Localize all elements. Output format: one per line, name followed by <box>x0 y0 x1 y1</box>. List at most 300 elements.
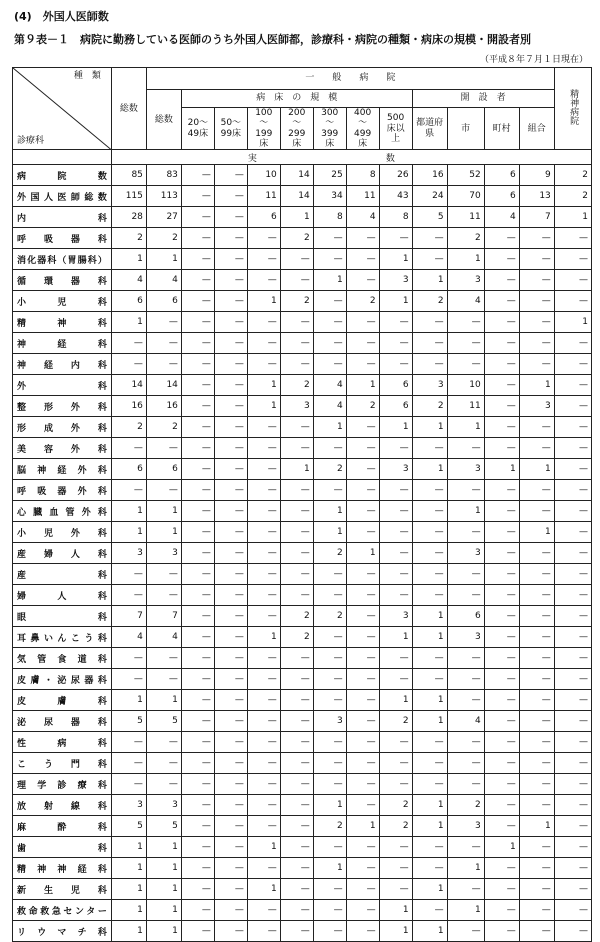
table-cell: — <box>412 354 447 375</box>
table-cell: 5 <box>146 711 181 732</box>
table-row <box>13 522 592 543</box>
table-cell: — <box>346 480 379 501</box>
table-cell: 1 <box>412 270 447 291</box>
table-cell: 1 <box>554 207 591 228</box>
table-cell: 2 <box>346 291 379 312</box>
table-cell: — <box>181 648 214 669</box>
table-row <box>13 354 592 375</box>
table-cell: — <box>554 879 591 900</box>
table-cell: — <box>412 732 447 753</box>
table-cell: — <box>554 627 591 648</box>
table-cell: — <box>247 711 280 732</box>
table-cell: 3 <box>313 711 346 732</box>
table-cell: — <box>214 921 247 942</box>
table-cell: 2 <box>280 606 313 627</box>
table-cell: — <box>247 795 280 816</box>
table-cell: — <box>554 522 591 543</box>
table-cell: — <box>346 270 379 291</box>
table-cell: — <box>214 165 247 186</box>
table-cell: — <box>111 585 146 606</box>
table-row <box>13 375 592 396</box>
table-cell: — <box>247 669 280 690</box>
row-label: リウマチ科 <box>13 921 112 942</box>
table-body <box>13 165 592 942</box>
table-cell: — <box>214 606 247 627</box>
table-cell: 2 <box>379 795 412 816</box>
table-cell: 4 <box>111 627 146 648</box>
table-cell: 1 <box>519 375 554 396</box>
table-cell: — <box>181 711 214 732</box>
table-cell: — <box>313 879 346 900</box>
table-cell: — <box>313 921 346 942</box>
table-cell: — <box>484 900 519 921</box>
table-cell: — <box>519 228 554 249</box>
table-cell: 1 <box>412 627 447 648</box>
table-cell: — <box>181 543 214 564</box>
table-cell: 1 <box>379 627 412 648</box>
table-cell: — <box>554 711 591 732</box>
row-label: 性病科 <box>13 732 112 753</box>
table-cell: — <box>554 438 591 459</box>
table-cell: — <box>519 270 554 291</box>
header-total: 総数 <box>111 68 146 150</box>
row-label: 救命救急センター <box>13 900 112 921</box>
header-general-hospital: 一 般 病 院 <box>146 68 554 90</box>
table-row <box>13 900 592 921</box>
row-label: 耳鼻いんこう科 <box>13 627 112 648</box>
table-cell: 3 <box>447 543 484 564</box>
table-cell: — <box>379 669 412 690</box>
table-cell: — <box>214 438 247 459</box>
table-cell: — <box>484 333 519 354</box>
row-label: 小児科 <box>13 291 112 312</box>
table-cell: 2 <box>146 417 181 438</box>
table-cell: — <box>346 690 379 711</box>
table-row <box>13 690 592 711</box>
table-cell: — <box>280 417 313 438</box>
table-cell: — <box>181 732 214 753</box>
table-cell: — <box>214 522 247 543</box>
table-cell: 1 <box>313 858 346 879</box>
table-row <box>13 543 592 564</box>
table-cell: 1 <box>111 312 146 333</box>
table-cell: — <box>280 312 313 333</box>
table-cell: — <box>346 774 379 795</box>
table-cell: — <box>146 753 181 774</box>
table-cell: 3 <box>379 270 412 291</box>
table-cell: — <box>554 774 591 795</box>
table-cell: — <box>554 333 591 354</box>
table-cell: 4 <box>447 711 484 732</box>
table-cell: 1 <box>111 858 146 879</box>
row-label: 脳神経外科 <box>13 459 112 480</box>
section-title: (4) 外国人医師数 <box>14 10 109 23</box>
table-cell: — <box>247 753 280 774</box>
header-founder-prefecture: 都道府県 <box>412 108 447 150</box>
table-row <box>13 480 592 501</box>
table-cell: 2 <box>554 186 591 207</box>
table-cell: — <box>346 438 379 459</box>
table-cell: — <box>280 522 313 543</box>
table-cell: — <box>181 165 214 186</box>
table-cell: — <box>247 648 280 669</box>
table-cell: 6 <box>146 459 181 480</box>
table-cell: 1 <box>447 501 484 522</box>
table-cell: — <box>484 543 519 564</box>
table-cell: — <box>554 375 591 396</box>
table-cell: — <box>280 900 313 921</box>
table-cell: 25 <box>313 165 346 186</box>
row-label: 外国人医師総数 <box>13 186 112 207</box>
table-cell: — <box>181 606 214 627</box>
table-cell: — <box>346 606 379 627</box>
table-cell: 10 <box>247 165 280 186</box>
table-cell: — <box>447 669 484 690</box>
table-cell: 2 <box>447 228 484 249</box>
table-cell: — <box>554 900 591 921</box>
table-cell: — <box>519 711 554 732</box>
table-cell: 1 <box>247 837 280 858</box>
table-cell: — <box>346 459 379 480</box>
table-cell: 2 <box>379 711 412 732</box>
table-cell: — <box>214 669 247 690</box>
table-cell: 10 <box>447 375 484 396</box>
table-cell: — <box>214 585 247 606</box>
table-cell: — <box>313 249 346 270</box>
table-cell: — <box>280 774 313 795</box>
table-cell: — <box>484 816 519 837</box>
table-cell: — <box>111 669 146 690</box>
table-cell: 4 <box>146 270 181 291</box>
row-label: 精神科 <box>13 312 112 333</box>
table-cell: — <box>484 480 519 501</box>
table-cell: — <box>346 585 379 606</box>
table-cell: — <box>379 753 412 774</box>
header-kind: 種 類 <box>73 71 101 81</box>
table-cell: — <box>412 522 447 543</box>
table-cell: 1 <box>146 249 181 270</box>
table-cell: — <box>214 690 247 711</box>
table-cell: 2 <box>111 228 146 249</box>
table-cell: — <box>280 921 313 942</box>
table-row <box>13 753 592 774</box>
table-cell: — <box>519 774 554 795</box>
table-cell: — <box>247 333 280 354</box>
table-cell: — <box>412 585 447 606</box>
table-cell: 1 <box>313 417 346 438</box>
table-cell: — <box>346 501 379 522</box>
table-cell: — <box>247 438 280 459</box>
row-label: 消化器科（胃腸科） <box>13 249 112 270</box>
table-cell: — <box>181 249 214 270</box>
row-label: 新生児科 <box>13 879 112 900</box>
table-cell: — <box>247 228 280 249</box>
table-cell: — <box>554 480 591 501</box>
row-label: 精神神経科 <box>13 858 112 879</box>
table-cell: — <box>554 732 591 753</box>
table-cell: 70 <box>447 186 484 207</box>
table-cell: — <box>379 837 412 858</box>
table-cell: — <box>346 564 379 585</box>
table-cell: 1 <box>412 711 447 732</box>
table-cell: — <box>554 837 591 858</box>
table-cell: 6 <box>447 606 484 627</box>
table-cell: 6 <box>146 291 181 312</box>
table-cell: — <box>280 858 313 879</box>
table-cell: — <box>146 585 181 606</box>
table-cell: — <box>519 606 554 627</box>
table-cell: — <box>379 480 412 501</box>
table-cell: — <box>146 312 181 333</box>
table-cell: — <box>412 753 447 774</box>
table-cell: 1 <box>447 858 484 879</box>
table-cell: — <box>313 333 346 354</box>
table-cell: 1 <box>484 837 519 858</box>
table-cell: 2 <box>313 543 346 564</box>
table-cell: — <box>379 564 412 585</box>
table-cell: — <box>313 627 346 648</box>
row-label: 麻酔科 <box>13 816 112 837</box>
table-cell: 83 <box>146 165 181 186</box>
table-cell: — <box>484 879 519 900</box>
table-cell: — <box>181 774 214 795</box>
table-cell: 1 <box>346 543 379 564</box>
table-cell: — <box>379 333 412 354</box>
table-cell: — <box>181 354 214 375</box>
table-cell: 6 <box>111 459 146 480</box>
table-cell: 28 <box>111 207 146 228</box>
table-cell: — <box>447 522 484 543</box>
table-cell: 6 <box>379 375 412 396</box>
table-cell: — <box>379 732 412 753</box>
table-cell: — <box>554 921 591 942</box>
header-bed-200-299: 200～299床 <box>280 108 313 150</box>
table-cell: — <box>346 858 379 879</box>
table-cell: — <box>519 921 554 942</box>
table-cell: 2 <box>280 627 313 648</box>
header-corner <box>13 68 112 150</box>
table-cell: — <box>313 669 346 690</box>
table-cell: — <box>146 732 181 753</box>
table-cell: 1 <box>111 837 146 858</box>
row-label: 神経科 <box>13 333 112 354</box>
table-title: 第９表－１ 病院に勤務している医師のうち外国人医師都，診療科・病院の種類・病床の規模・開設者別 <box>14 33 531 46</box>
row-label: 病院数 <box>13 165 112 186</box>
table-cell: — <box>554 669 591 690</box>
table-cell: — <box>146 438 181 459</box>
table-cell: 1 <box>379 249 412 270</box>
table-cell: 1 <box>146 501 181 522</box>
table-cell: 1 <box>247 291 280 312</box>
table-cell: 2 <box>313 606 346 627</box>
table-cell: — <box>280 795 313 816</box>
table-cell: 1 <box>412 690 447 711</box>
table-cell: — <box>554 396 591 417</box>
table-cell: — <box>519 312 554 333</box>
table-cell: — <box>519 690 554 711</box>
table-row <box>13 774 592 795</box>
table-cell: — <box>379 438 412 459</box>
table-cell: 1 <box>379 900 412 921</box>
table-cell: — <box>519 249 554 270</box>
table-cell: 1 <box>313 522 346 543</box>
table-cell: 3 <box>111 543 146 564</box>
table-cell: — <box>412 480 447 501</box>
header-bed-50-99: 50～99床 <box>214 108 247 150</box>
table-cell: 1 <box>111 921 146 942</box>
table-cell: 1 <box>447 900 484 921</box>
table-cell: 2 <box>379 816 412 837</box>
table-cell: 5 <box>111 816 146 837</box>
table-cell: — <box>554 585 591 606</box>
table-cell: — <box>181 375 214 396</box>
table-cell: — <box>214 732 247 753</box>
table-cell: — <box>280 816 313 837</box>
table-cell: — <box>484 438 519 459</box>
header-founder-town: 町村 <box>484 108 519 150</box>
table-cell: 34 <box>313 186 346 207</box>
table-cell: — <box>346 921 379 942</box>
table-cell: — <box>280 333 313 354</box>
table-cell: 1 <box>280 207 313 228</box>
table-cell: 1 <box>280 459 313 480</box>
table-cell: 1 <box>247 375 280 396</box>
table-cell: — <box>111 753 146 774</box>
table-cell: 11 <box>447 396 484 417</box>
table-cell: — <box>554 270 591 291</box>
table-cell: — <box>181 753 214 774</box>
table-cell: 8 <box>313 207 346 228</box>
table-cell: — <box>181 270 214 291</box>
row-label: 皮膚・泌尿器科 <box>13 669 112 690</box>
table-cell: — <box>447 690 484 711</box>
table-cell: — <box>379 648 412 669</box>
table-cell: — <box>181 186 214 207</box>
table-cell: — <box>313 753 346 774</box>
table-cell: — <box>280 711 313 732</box>
table-cell: — <box>379 774 412 795</box>
table-cell: — <box>146 648 181 669</box>
table-cell: 6 <box>111 291 146 312</box>
table-cell: — <box>247 732 280 753</box>
table-cell: — <box>214 774 247 795</box>
table-row <box>13 501 592 522</box>
table-cell: — <box>181 627 214 648</box>
table-cell: — <box>484 732 519 753</box>
table-cell: — <box>181 900 214 921</box>
table-cell: — <box>346 795 379 816</box>
table-cell: — <box>346 333 379 354</box>
table-cell: — <box>346 732 379 753</box>
table-cell: — <box>346 312 379 333</box>
table-cell: — <box>484 417 519 438</box>
table-cell: — <box>181 921 214 942</box>
table-row <box>13 333 592 354</box>
table-row <box>13 228 592 249</box>
table-cell: — <box>181 480 214 501</box>
table-cell: — <box>181 690 214 711</box>
table-cell: — <box>280 879 313 900</box>
table-cell: 1 <box>146 900 181 921</box>
table-cell: — <box>554 606 591 627</box>
table-cell: — <box>280 837 313 858</box>
table-cell: — <box>111 354 146 375</box>
table-cell: — <box>181 501 214 522</box>
table-cell: 1 <box>111 900 146 921</box>
table-cell: — <box>111 564 146 585</box>
table-cell: — <box>214 648 247 669</box>
table-cell: — <box>484 753 519 774</box>
table-cell: 1 <box>146 879 181 900</box>
table-row <box>13 186 592 207</box>
table-cell: — <box>484 291 519 312</box>
table-cell: — <box>484 501 519 522</box>
table-cell: — <box>313 312 346 333</box>
table-cell: — <box>379 585 412 606</box>
table-row <box>13 606 592 627</box>
table-row <box>13 711 592 732</box>
table-cell: — <box>447 732 484 753</box>
table-cell: — <box>519 564 554 585</box>
table-cell: 1 <box>313 795 346 816</box>
table-cell: — <box>412 774 447 795</box>
unit-label: 実 数 <box>111 150 591 165</box>
table-cell: — <box>484 522 519 543</box>
table-cell: — <box>519 543 554 564</box>
table-cell: — <box>379 879 412 900</box>
table-row <box>13 858 592 879</box>
table-cell: — <box>519 291 554 312</box>
table-cell: 1 <box>412 816 447 837</box>
table-row <box>13 312 592 333</box>
table-cell: — <box>247 900 280 921</box>
table-cell: — <box>447 585 484 606</box>
table-cell: — <box>412 564 447 585</box>
table-cell: — <box>447 921 484 942</box>
table-cell: — <box>554 417 591 438</box>
table-cell: — <box>554 354 591 375</box>
table-cell: — <box>181 438 214 459</box>
header-bed-100-199: 100～199床 <box>247 108 280 150</box>
table-cell: — <box>247 249 280 270</box>
table-cell: — <box>280 480 313 501</box>
row-label: 婦人科 <box>13 585 112 606</box>
table-cell: — <box>447 879 484 900</box>
table-cell: 11 <box>247 186 280 207</box>
table-cell: — <box>313 228 346 249</box>
table-cell: — <box>280 270 313 291</box>
table-cell: — <box>111 774 146 795</box>
table-cell: — <box>214 543 247 564</box>
table-cell: — <box>554 228 591 249</box>
table-cell: 1 <box>379 291 412 312</box>
table-row <box>13 270 592 291</box>
table-cell: — <box>280 732 313 753</box>
row-label: 眼科 <box>13 606 112 627</box>
table-cell: — <box>214 879 247 900</box>
table-cell: — <box>379 228 412 249</box>
table-cell: 8 <box>346 165 379 186</box>
table-cell: 1 <box>519 522 554 543</box>
row-label: 外科 <box>13 375 112 396</box>
table-cell: — <box>484 795 519 816</box>
table-cell: — <box>554 816 591 837</box>
table-cell: 1 <box>412 459 447 480</box>
table-cell: 2 <box>111 417 146 438</box>
table-cell: — <box>519 417 554 438</box>
header-founder: 開 設 者 <box>412 90 554 108</box>
table-cell: — <box>214 627 247 648</box>
